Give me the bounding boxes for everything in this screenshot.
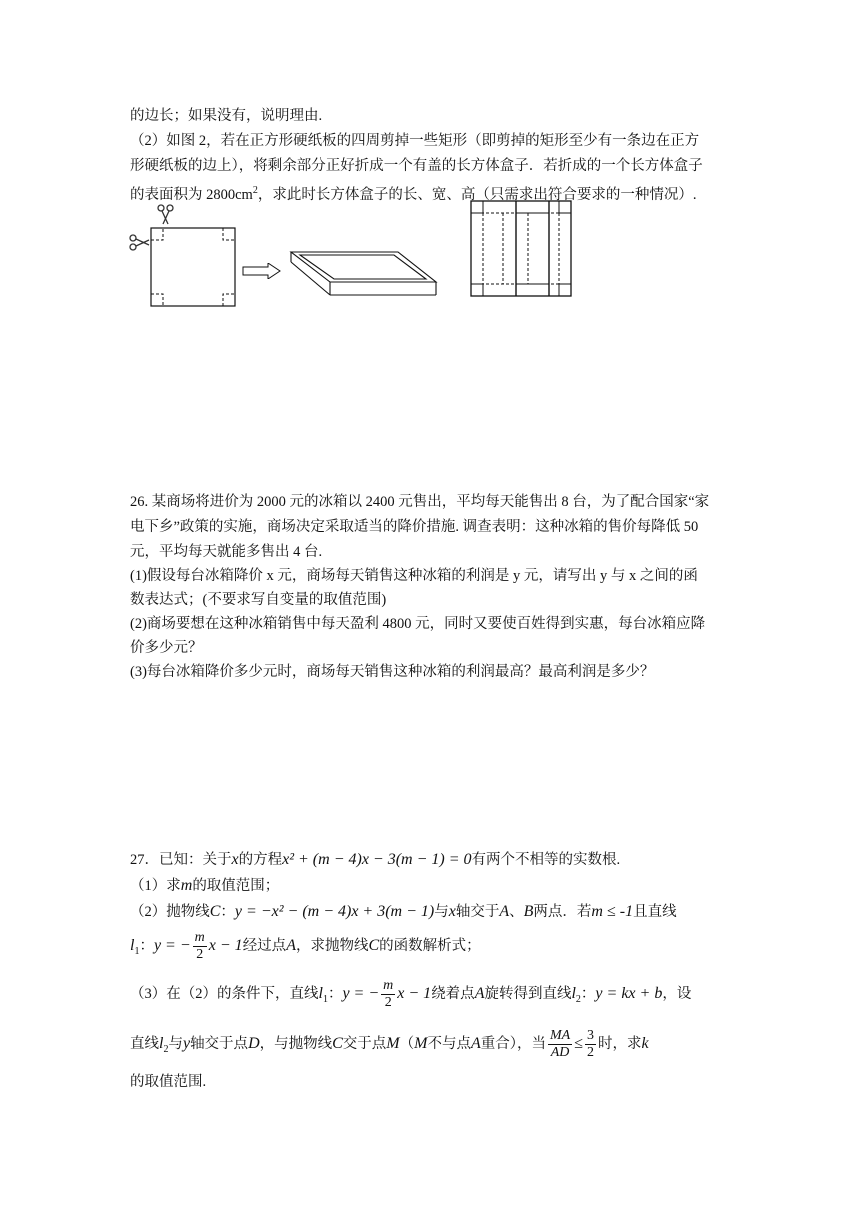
q26-line-5: 数表达式；(不要求写自变量的取值范围) [130,592,387,608]
scissors-icon [130,235,149,250]
q26-line-2: 电下乡”政策的实施，商场决定采取适当的降价措施. 调查表明：这种冰箱的售价每降低 50 [130,519,699,535]
q27-line-1: 27．已知：关于x的方程x² + (m − 4)x − 3(m − 1) = 0有两个不相等的实数根. [130,851,621,868]
scissors-icon [158,205,173,224]
q27-line-2: （1）求m的取值范围； [130,877,280,894]
figure-square-cardboard [125,200,245,310]
q27-line-7: 的取值范围. [130,1074,207,1090]
q26-line-4: (1)假设每台冰箱降价 x 元，商场每天销售这种冰箱的利润是 y 元，请写出 y 与 x 之间的函 [130,568,698,584]
figure-box-net [470,200,572,298]
q26-line-1: 26. 某商场将进价为 2000 元的冰箱以 2400 元售出，平均每天能售出 8 台，为了配合国家“家 [130,494,710,510]
figure-open-box [288,240,438,305]
q26-line-8: (3)每台冰箱降价多少元时，商场每天销售这种冰箱的利润最高？最高利润是多少？ [130,664,655,680]
q25-line-4: 的表面积为 $2800cm^2$，求此时长方体盒子的长、宽、高（只需求出符合要求的一种情况）. [130,185,697,203]
q27-line-4: $l_1$：y = − $\frac{m}{2}$ x − 1经过点A，求抛物线C的函数解析式； [130,930,481,963]
q27-line-5: （3）在（2）的条件下，直线$l_1$：y = − $\frac{m}{2}$ x − 1绕着点A旋转得到直线$l_2$：y = kx + b，设 [130,978,692,1011]
arrow-right-icon [242,263,282,279]
q27-line-3: （2）抛物线C：y = −x² − (m − 4)x + 3(m − 1)与x轴交于A、B两点．若m ≤ -1且直线 [130,903,677,920]
q25-line-3: 形硬纸板的边上），将剩余部分正好折成一个有盖的长方体盒子．若折成的一个长方体盒子 [130,158,703,174]
q26-line-3: 元，平均每天就能多售出 4 台. [130,544,323,560]
q26-line-6: (2)商场要想在这种冰箱销售中每天盈利 4800 元，同时又要使百姓得到实惠，每台冰箱应降 [130,616,706,632]
q27-line-6: 直线$l_2$与y轴交于点D，与抛物线C交于点M（M不与点A重合），当 $\frac{MA}{AD}$ ≤ $\frac{3}{2}$ 时，求k [130,1028,649,1061]
q25-line-1: 的边长；如果没有，说明理由. [130,108,323,124]
q26-line-7: 价多少元？ [130,640,203,656]
q25-line-2: （2）如图 2，若在正方形硬纸板的四周剪掉一些矩形（即剪掉的矩形至少有一条边在正方 [130,133,700,149]
